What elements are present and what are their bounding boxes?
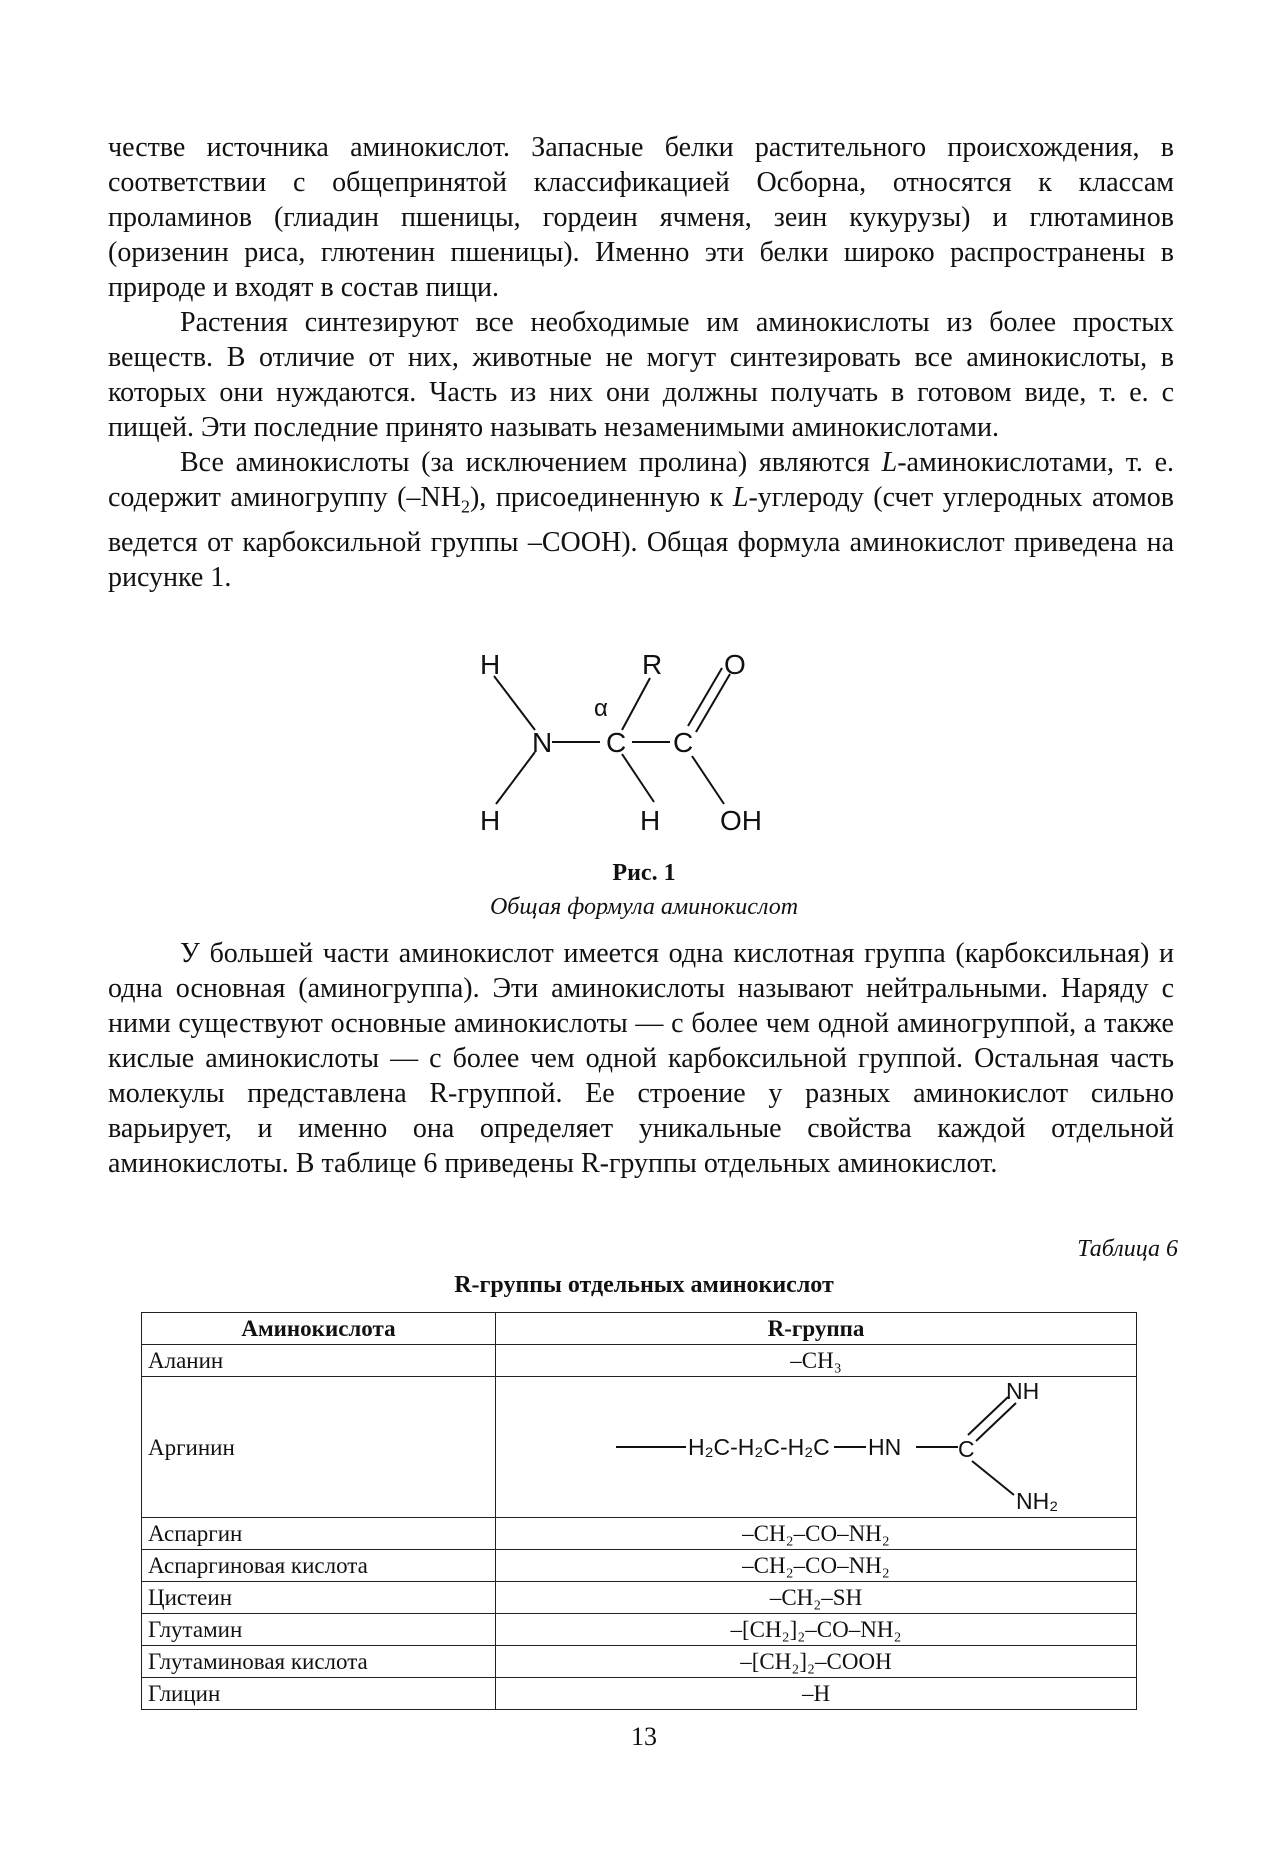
r-group-value: –H <box>496 1678 1137 1710</box>
amino-acid-name: Глицин <box>142 1678 496 1710</box>
alpha-label: α <box>594 695 608 722</box>
r-group-value: –[CH₂]₂–CO–NH₂ <box>496 1614 1137 1646</box>
table-number: Таблица 6 <box>1077 1236 1178 1262</box>
atom-c-alpha: C <box>606 727 627 758</box>
body-text-bottom <box>108 936 1174 1181</box>
table-row <box>142 1377 1137 1518</box>
table-row <box>142 1678 1137 1710</box>
r-group-value: –CH₂–SH <box>496 1582 1137 1614</box>
r-group-value: –CH₃ <box>496 1345 1137 1377</box>
table-row <box>142 1345 1137 1377</box>
arginine-nh2: NH₂ <box>1016 1488 1059 1514</box>
header-amino-acid: Аминокислота <box>142 1313 496 1345</box>
table-row <box>142 1582 1137 1614</box>
paragraph-1: честве источника аминокислот. Запасные белки растительного происхождения, в соответствии с общепринятой классификацией Осборна, относятся к классам проламинов (глиадин пшеницы, гордеин ячменя, зеин кукурузы) и глютаминов (оризенин риса, глютенин пшеницы). Именно эти белки широко распространены в природе и входят в состав пищи. <box>108 132 1174 303</box>
table-row <box>142 1614 1137 1646</box>
r-group-structure-cell <box>496 1377 1137 1518</box>
atom-r: R <box>642 649 663 680</box>
amino-acid-name: Аспаргиновая кислота <box>142 1550 496 1582</box>
table-row <box>142 1550 1137 1582</box>
arginine-chain: H₂C-H₂C-H₂C <box>688 1434 830 1460</box>
body-text-top <box>108 130 1174 595</box>
table-row <box>142 1646 1137 1678</box>
page-number: 13 <box>631 1722 657 1751</box>
paragraph-2: Растения синтезируют все необходимые им аминокислоты из более простых веществ. В отличие от них, животные не могут синтезировать все аминокислоты, в которых они нуждаются. Часть из них они должны получать в готовом виде, т. е. с пищей. Эти последние принято называть незаменимыми аминокислотами. <box>108 307 1174 443</box>
atom-n: N <box>532 727 553 758</box>
amino-acid-name: Аргинин <box>142 1377 496 1518</box>
paragraph-4: У большей части аминокислот имеется одна кислотная группа (карбоксильная) и одна основная (аминогруппа). Эти аминокислоты называют нейтральными. Наряду с ними существуют основные аминокислоты — с более чем одной аминогруппой, а также кислые аминокислоты — с более чем одной карбоксильной группой. Остальная часть молекулы представлена R-группой. Ее строение у разных аминокислот сильно варьирует, и именно она определяет уникальные свойства каждой отдельной аминокислоты. В таблице 6 приведены R-группы отдельных аминокислот. <box>108 938 1174 1179</box>
table-header-row <box>142 1313 1137 1345</box>
table-title: R-группы отдельных аминокислот <box>454 1272 834 1298</box>
header-r-group: R-группа <box>496 1313 1137 1345</box>
r-group-value: –CH₂–CO–NH₂ <box>496 1550 1137 1582</box>
arginine-c: C <box>958 1436 975 1462</box>
r-group-value: –CH₂–CO–NH₂ <box>496 1518 1137 1550</box>
figure-title: Рис. 1 <box>612 860 676 886</box>
amino-acid-name: Аланин <box>142 1345 496 1377</box>
atom-c-carboxyl: C <box>673 727 694 758</box>
amino-acid-name: Цистеин <box>142 1582 496 1614</box>
atom-oh: OH <box>720 805 762 836</box>
arginine-r-group-structure <box>496 1377 1136 1517</box>
atom-o: O <box>724 649 746 680</box>
amino-acid-formula-figure <box>470 640 790 840</box>
r-groups-table <box>141 1312 1137 1710</box>
arginine-hn: HN <box>868 1434 902 1460</box>
arginine-nh: NH <box>1006 1378 1040 1404</box>
atom-h-bottom-left: H <box>480 805 501 836</box>
amino-acid-name: Аспаргин <box>142 1518 496 1550</box>
paragraph-3: Все аминокислоты (за исключением пролина) являются L-аминокислотами, т. е. содержит аминогруппу $(-NH_2)$, присоединенную к L-углероду (счет углеродных атомов ведется от карбоксильной группы –COOH). Общая формула аминокислот приведена на рисунке 1. <box>108 447 1175 593</box>
figure-caption: Общая формула аминокислот <box>489 894 799 920</box>
atom-h-bottom-mid: H <box>640 805 661 836</box>
r-group-value: –[CH₂]₂–COOH <box>496 1646 1137 1678</box>
amino-acid-name: Глутаминовая кислота <box>142 1646 496 1678</box>
amino-acid-name: Глутамин <box>142 1614 496 1646</box>
table-row <box>142 1518 1137 1550</box>
atom-h-top: H <box>480 649 501 680</box>
